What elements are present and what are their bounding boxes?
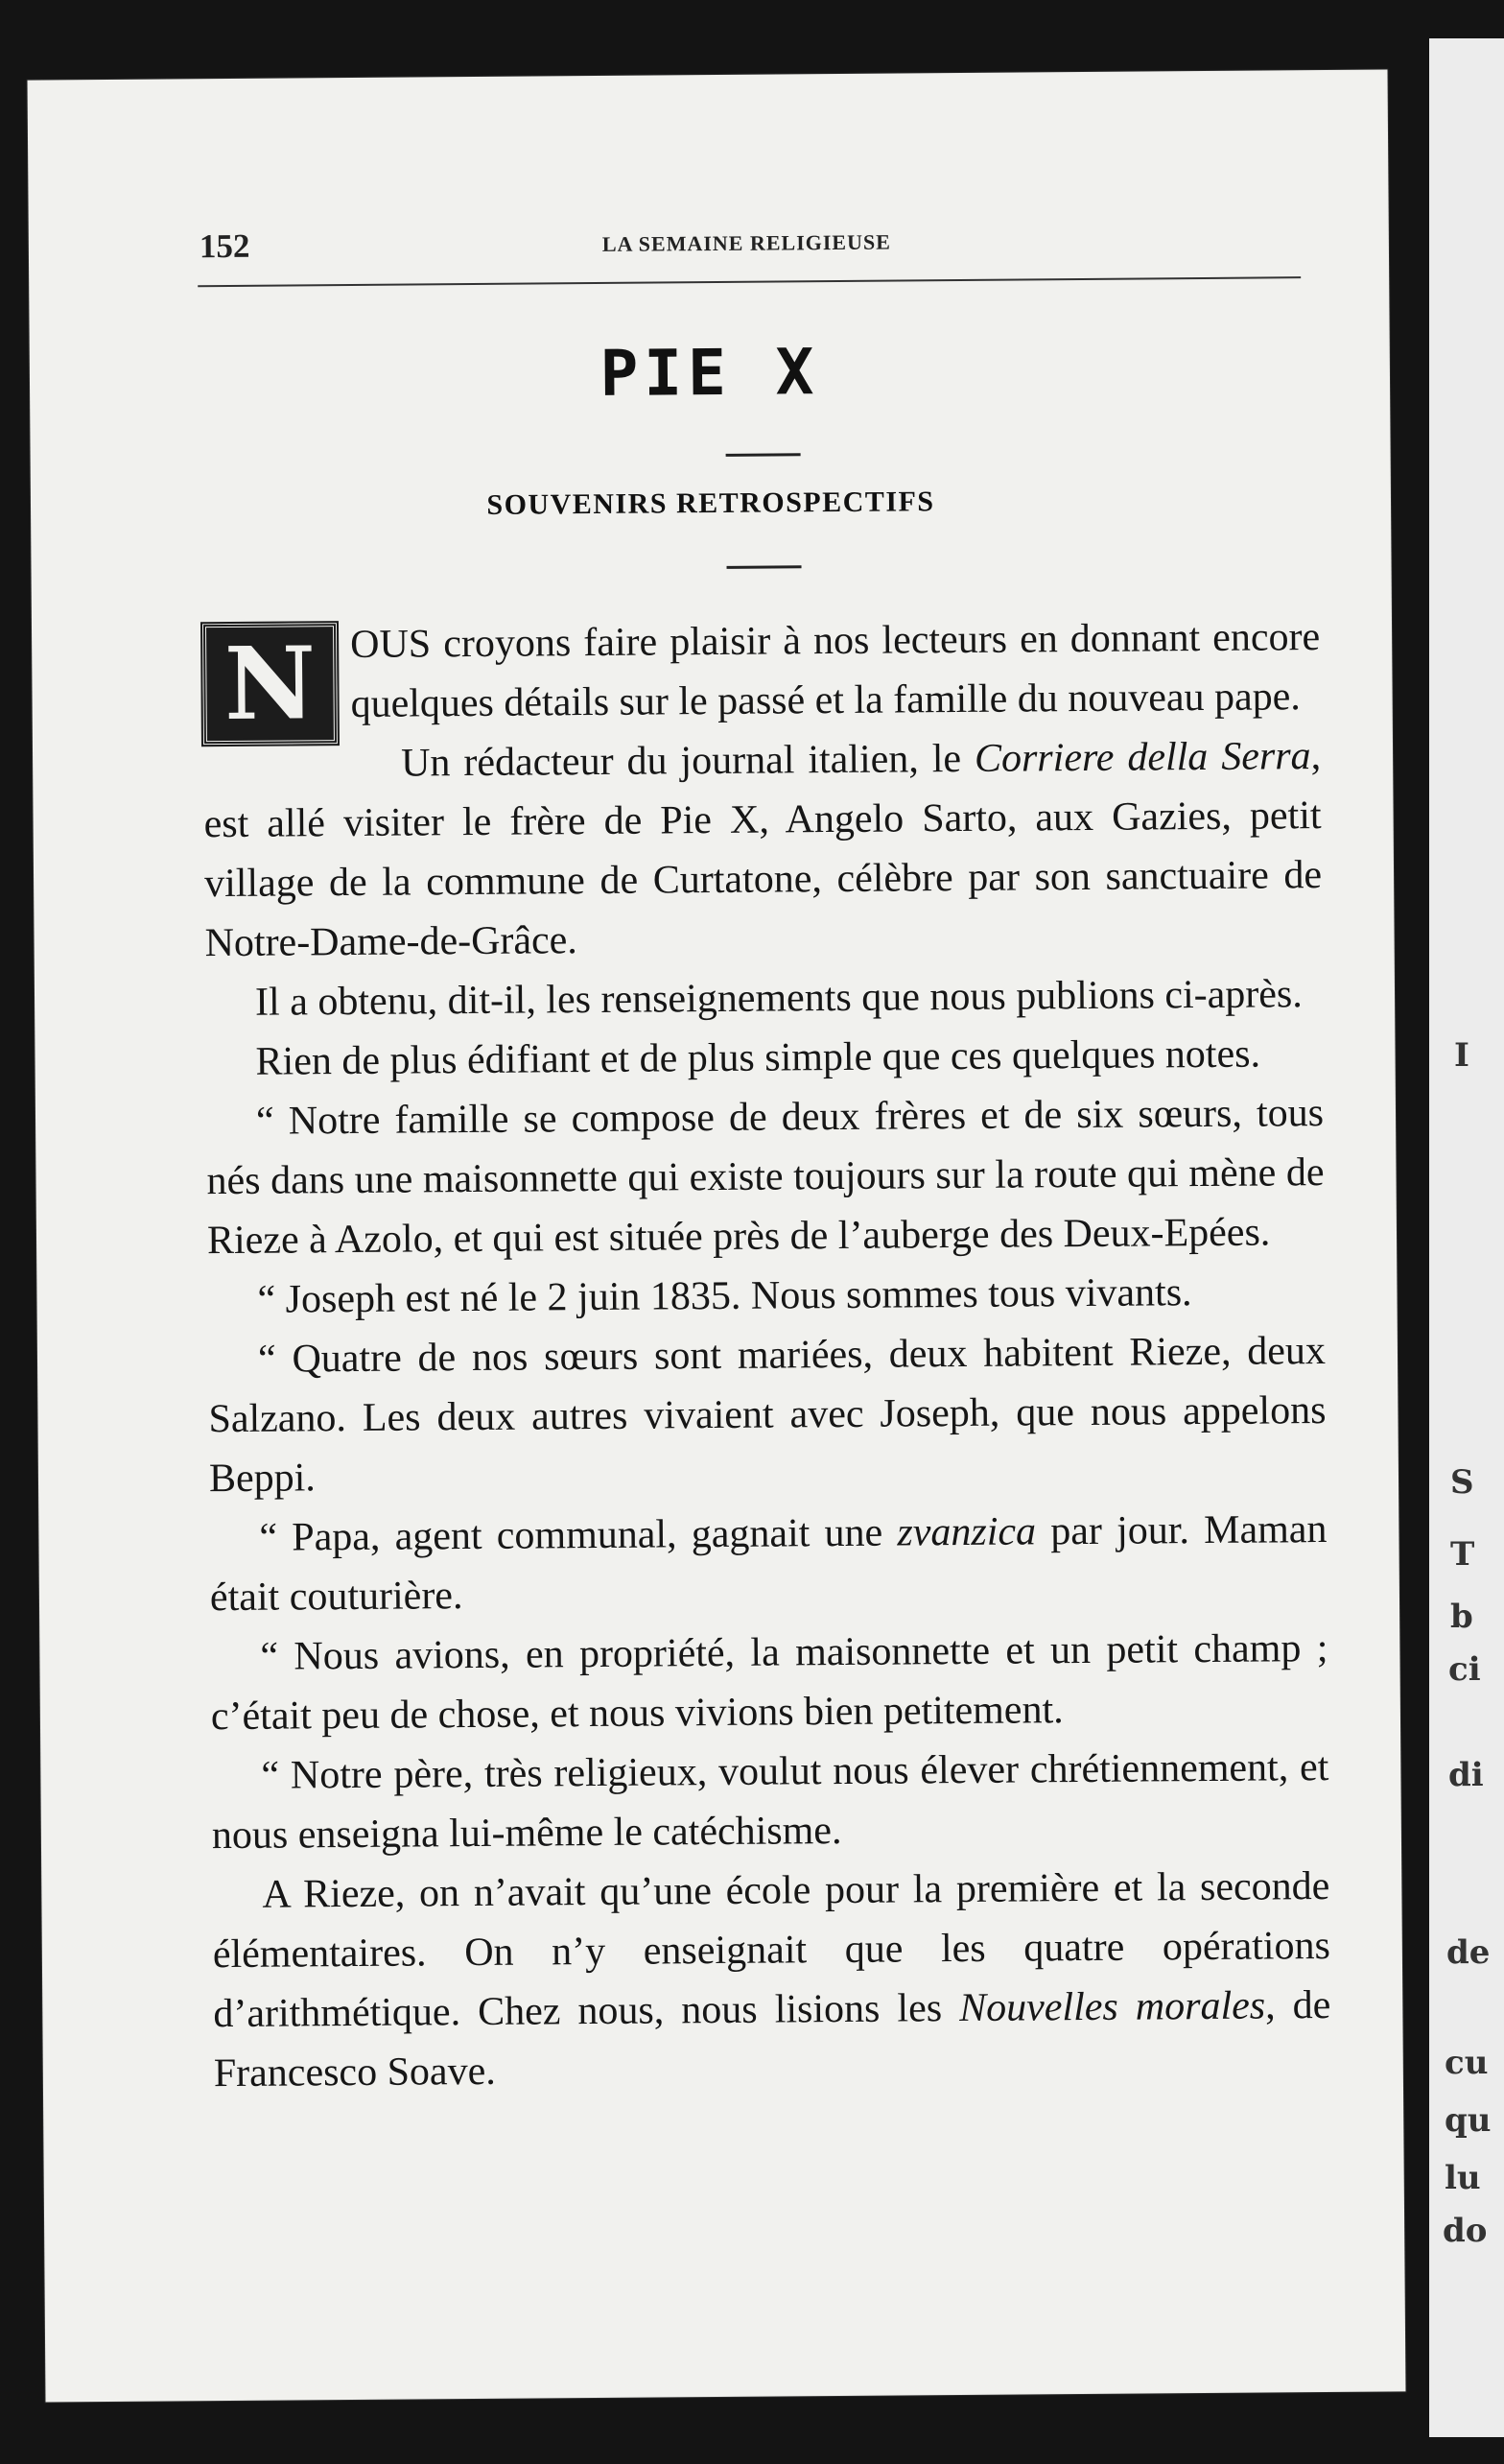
edge-letter: T [1450, 1535, 1475, 1574]
book-title: Nouvelles morales [958, 1983, 1266, 2031]
paragraph-text: “ Papa, agent communal, gagnait une [259, 1510, 898, 1560]
italic-term: zvanzica [897, 1509, 1037, 1555]
paragraph [203, 726, 1323, 973]
paragraph-text: Un rédacteur du journal italien, le [400, 736, 975, 786]
article-title: PIE X [599, 335, 820, 411]
paragraph: “ Notre père, très religieux, voulut nous élever chrétiennement, et nous enseigna lui-même le catéchisme. [211, 1745, 1329, 1859]
drop-cap [202, 623, 338, 745]
paragraph: “ Quatre de nos sœurs sont mariées, deux habitent Rieze, deux Salzano. Les deux autres vivaient avec Joseph, que nous appelons Beppi. [208, 1329, 1327, 1502]
edge-letter: lu [1445, 2159, 1481, 2197]
journal-title: LA SEMAINE RELIGIEUSE [601, 229, 891, 256]
adjacent-page-edge [1429, 38, 1504, 2437]
paragraph [202, 607, 1321, 744]
edge-letter: cu [1445, 2044, 1489, 2082]
title-rule [726, 453, 801, 457]
subtitle-rule [727, 565, 802, 569]
paragraph [212, 1857, 1331, 2103]
edge-letter: qu [1445, 2101, 1492, 2140]
paragraph: Rien de plus édifiant et de plus simple que ces quelques notes. [255, 1031, 1261, 1084]
edge-letter: do [1443, 2212, 1488, 2250]
edge-letter: b [1450, 1598, 1473, 1636]
document-page [28, 69, 1406, 2402]
paragraph-text: par jour. Maman était couturière. [209, 1507, 1328, 1621]
paragraph [209, 1500, 1328, 1627]
paragraph-text: A Rieze, on n’avait qu’une école pour la première et la seconde élémentaires. On n’y enseignait que les quatre opérations d’arithmétique. Chez nous, nous lisions les [212, 1864, 1331, 2037]
drop-cap-letter: N [223, 624, 317, 744]
page-number: 152 [199, 226, 250, 266]
paragraph-text: , est allé visiter le frère de Pie X, Angelo Sarto, aux Gazies, petit village de la commune de Curtatone, célèbre par son sanctuaire de Notre-Dame-de-Grâce. [203, 734, 1323, 966]
edge-letter: de [1446, 1933, 1491, 1972]
edge-letter: di [1448, 1756, 1484, 1794]
newspaper-name: Corriere della Serra [974, 734, 1311, 781]
article-body [202, 607, 1331, 2103]
edge-letter: ci [1448, 1650, 1481, 1689]
paragraph: “ Joseph est né le 2 juin 1835. Nous sommes tous vivants. [257, 1270, 1192, 1322]
article-subtitle: SOUVENIRS RETROSPECTIFS [486, 486, 935, 521]
edge-letter: I [1454, 1036, 1469, 1075]
paragraph: Il a obtenu, dit-il, les renseignements que nous publions ci-après. [254, 972, 1303, 1025]
edge-letter: S [1450, 1463, 1474, 1502]
paragraph-text: , de Francesco Soave. [213, 1982, 1331, 2097]
paragraph: “ Notre famille se compose de deux frères et de six sœurs, tous nés dans une maisonnette qui existe toujours sur la route qui mène de Rieze à Azolo, et qui est située près de l’auberge des Deux-Epées. [206, 1091, 1325, 1264]
paragraph: “ Nous avions, en propriété, la maisonnette et un petit champ ; c’était peu de chose, et nous vivions bien petitement. [210, 1626, 1328, 1740]
paragraph-text: OUS croyons faire plaisir à nos lecteurs en donnant encore quelques détails sur le passé et la famille du nouveau pape. [349, 615, 1321, 726]
